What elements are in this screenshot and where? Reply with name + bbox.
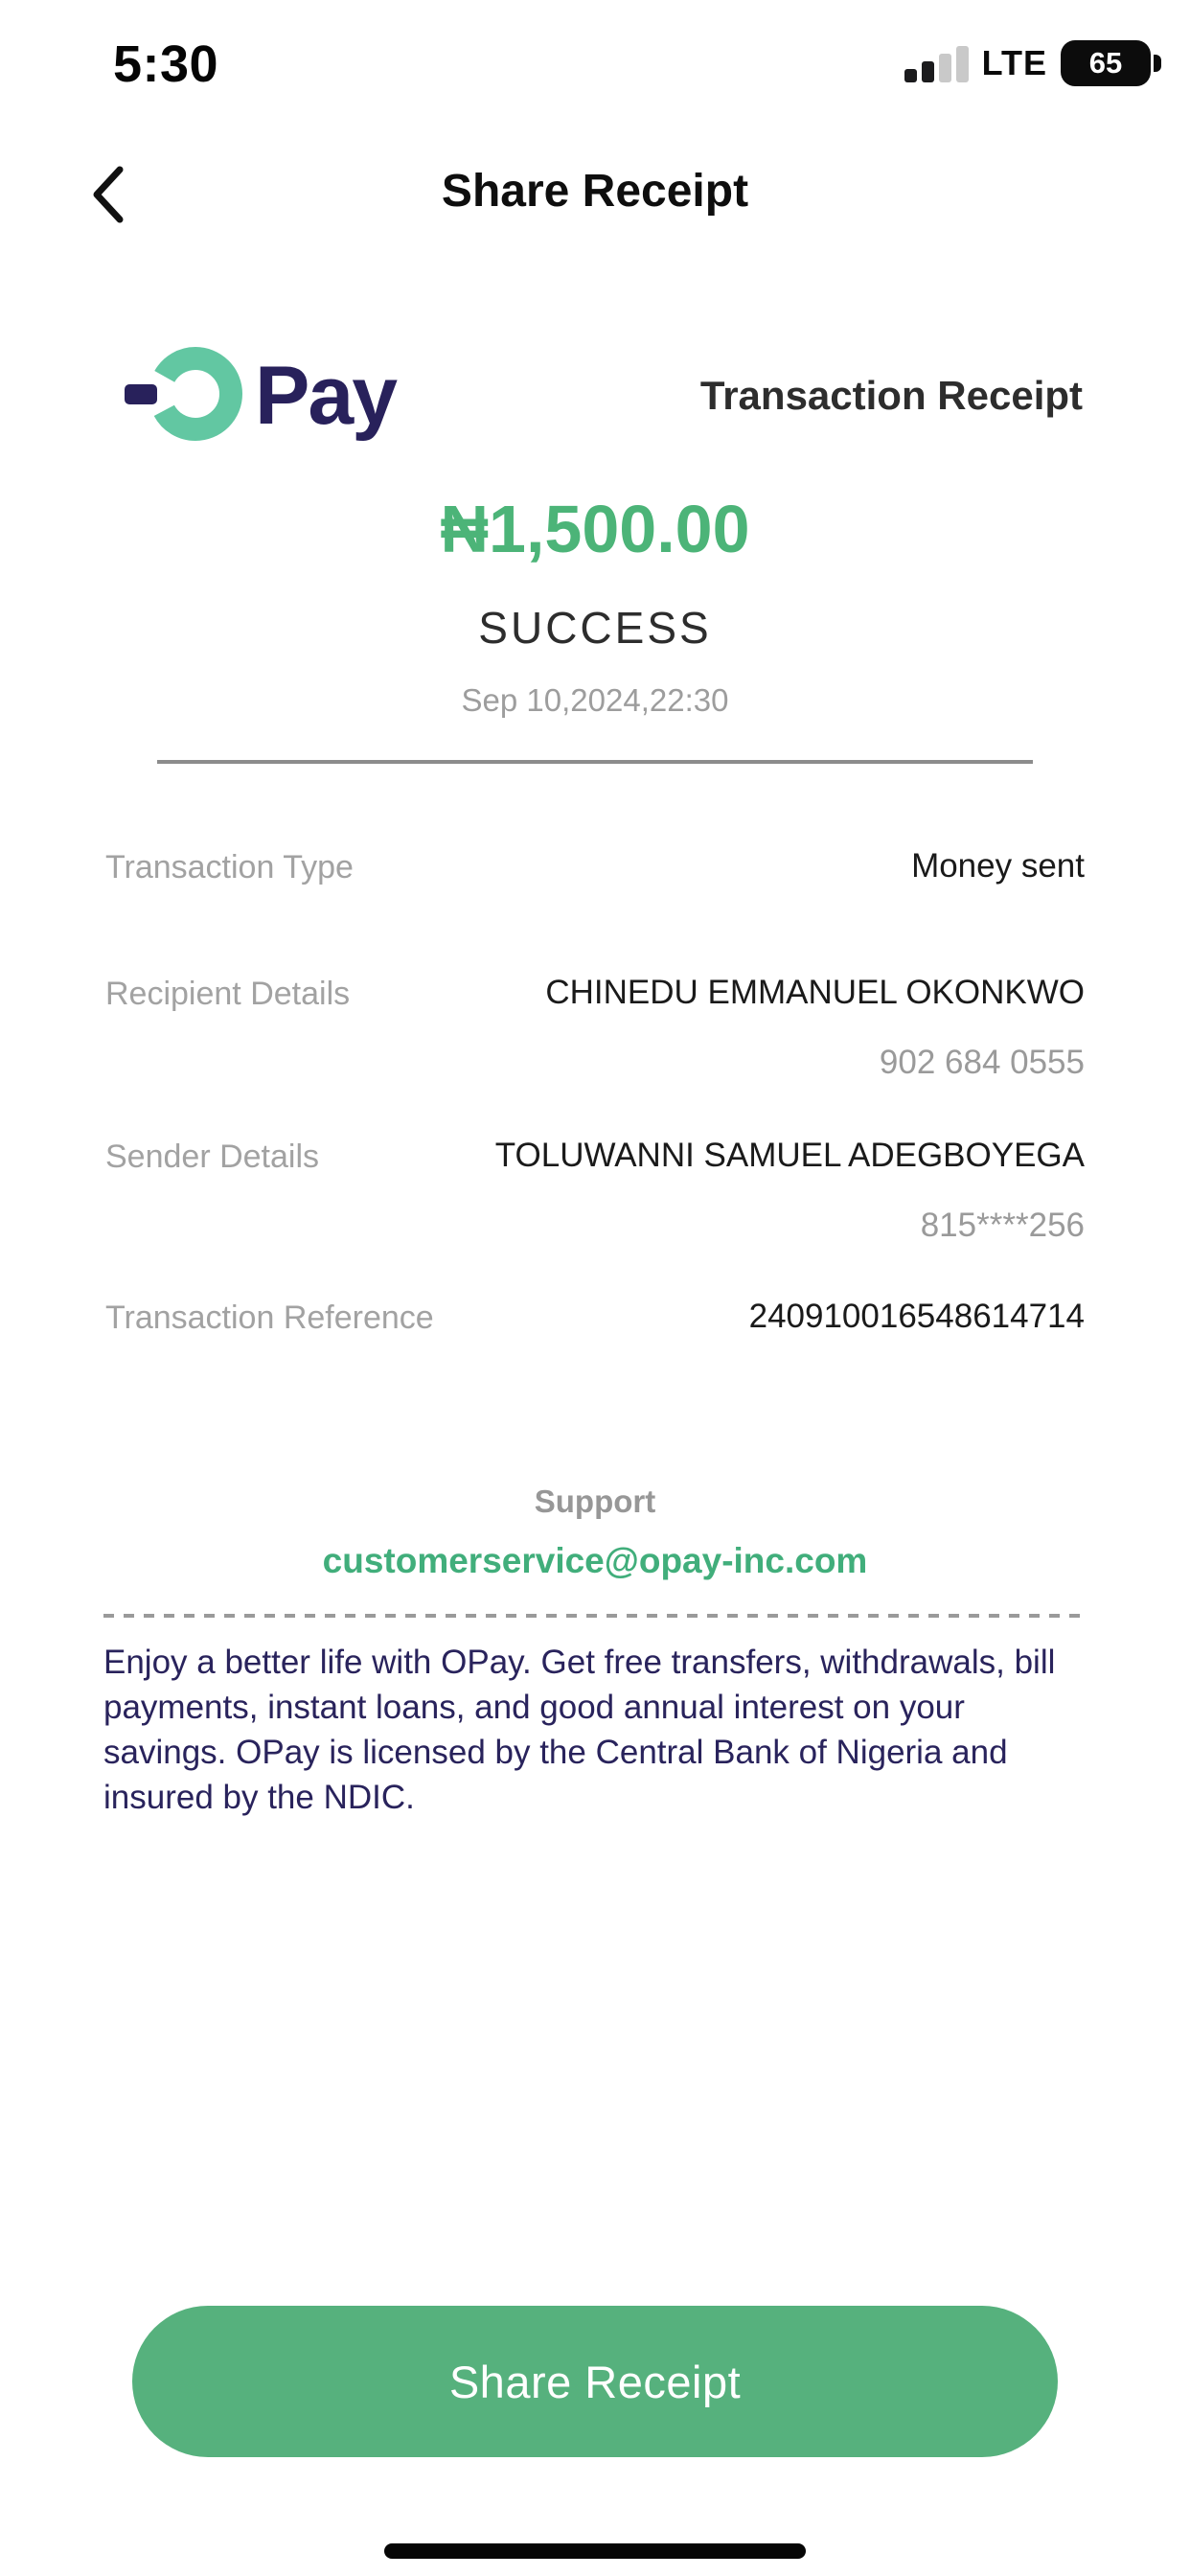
detail-label: Transaction Reference (105, 1300, 434, 1336)
recipient-name: CHINEDU EMMANUEL OKONKWO (545, 974, 1085, 1011)
battery-percent-label: 65 (1088, 46, 1123, 80)
support-email-link[interactable]: customerservice@opay-inc.com (322, 1541, 868, 1580)
divider (157, 760, 1033, 764)
transaction-amount: ₦1,500.00 (440, 492, 750, 566)
signal-bar (956, 46, 969, 82)
recipient-account: 902 684 0555 (879, 1044, 1085, 1081)
battery-icon (1061, 40, 1161, 86)
share-receipt-button[interactable] (132, 2306, 1058, 2457)
nav-header (0, 144, 1190, 249)
home-indicator[interactable] (384, 2543, 806, 2559)
detail-label: Sender Details (105, 1138, 320, 1175)
signal-bar (922, 61, 934, 82)
signal-bar (904, 69, 917, 82)
opay-ring-icon (123, 344, 249, 448)
receipt-title: Transaction Receipt (699, 373, 1083, 418)
network-type-label: LTE (981, 43, 1047, 82)
sender-name: TOLUWANNI SAMUEL ADEGBOYEGA (494, 1137, 1085, 1174)
sender-account-masked: 815****256 (920, 1207, 1085, 1244)
reference-number: 240910016548614714 (748, 1298, 1085, 1335)
transaction-status: SUCCESS (478, 603, 712, 653)
detail-label: Transaction Type (105, 849, 354, 886)
detail-value: Money sent (911, 847, 1085, 885)
row-recipient-details (105, 974, 1085, 1082)
signal-bar (939, 54, 951, 82)
brand-row (123, 343, 1083, 448)
share-receipt-button-label: Share Receipt (448, 2356, 742, 2407)
status-indicators (904, 38, 1161, 88)
opay-logo (123, 344, 396, 448)
footer-note: Enjoy a better life with OPay. Get free transfers, withdrawals, bill payments, instant loans, and good annual interest on your savings. OPay is licensed by the Central Bank of Nigeria and insured by the NDIC. (103, 1644, 1056, 1816)
signal-strength-icon (904, 44, 969, 82)
clock: 5:30 (113, 35, 219, 93)
transaction-datetime: Sep 10,2024,22:30 (461, 682, 729, 718)
dashed-divider (103, 1614, 1087, 1618)
page-title: Share Receipt (441, 166, 749, 217)
row-transaction-type (105, 847, 1085, 886)
row-sender-details (105, 1137, 1085, 1245)
status-bar (0, 0, 1190, 105)
battery-body (1061, 40, 1151, 86)
row-transaction-reference (105, 1298, 1085, 1337)
support-label: Support (534, 1484, 656, 1519)
opay-logo-word: Pay (255, 349, 397, 442)
detail-label: Recipient Details (105, 976, 351, 1012)
battery-tip (1154, 55, 1161, 72)
